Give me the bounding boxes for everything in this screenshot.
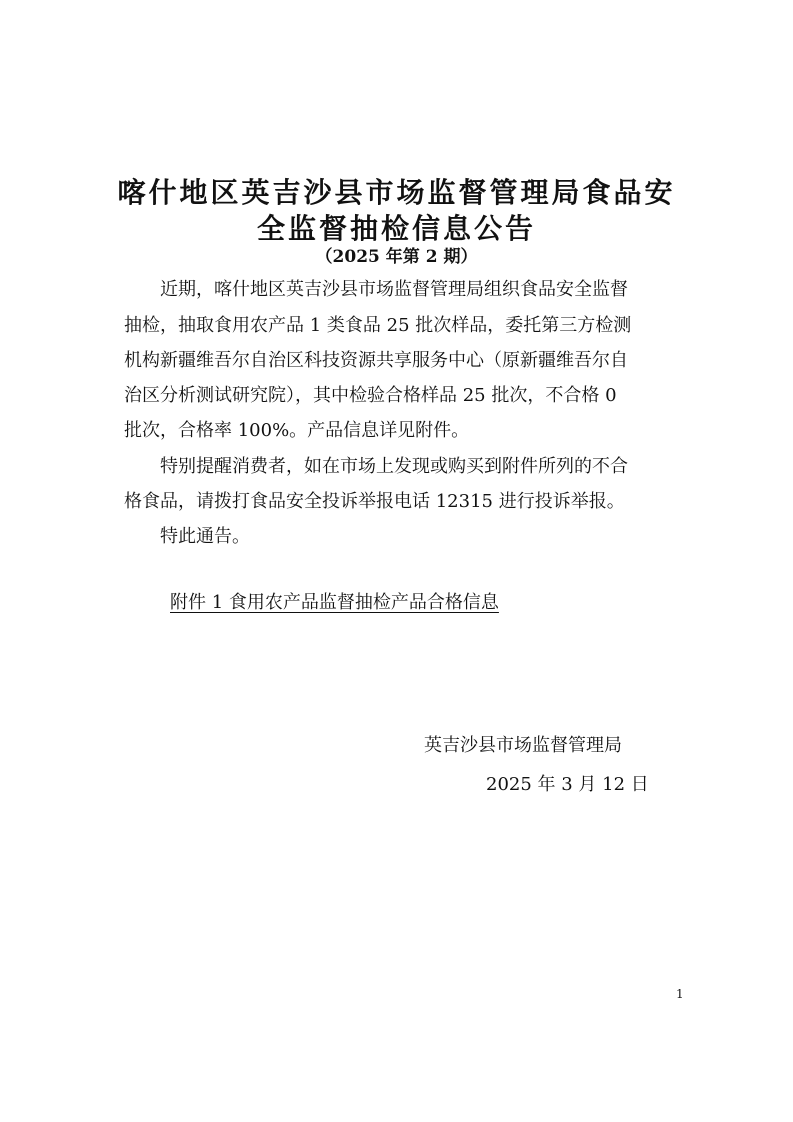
body-line: 特此通告。 [124, 526, 250, 547]
body-line: 抽检，抽取食用农产品 1 类食品 25 批次样品，委托第三方检测 [124, 315, 632, 336]
page-number: 1 [676, 987, 684, 1001]
issue-number: （2025 年第 2 期） [315, 247, 478, 267]
body-line: 特别提醒消费者，如在市场上发现或购买到附件所列的不合 [124, 456, 628, 477]
body-line: 治区分析测试研究院），其中检验合格样品 25 批次，不合格 0 [124, 385, 617, 406]
body-line: 机构新疆维吾尔自治区科技资源共享服务中心（原新疆维吾尔自 [124, 350, 628, 371]
body-line: 格食品，请拨打食品安全投诉举报电话 12315 进行投诉举报。 [124, 491, 625, 512]
attachment-link[interactable]: 附件 1 食用农产品监督抽检产品合格信息 [170, 592, 499, 613]
signature-date: 2025 年 3 月 12 日 [486, 774, 649, 795]
title-line-1: 喀什地区英吉沙县市场监督管理局食品安 [117, 176, 676, 209]
title-line-2: 全监督抽检信息公告 [256, 212, 536, 245]
body-line: 批次，合格率 100%。产品信息详见附件。 [124, 420, 470, 441]
body-line: 近期，喀什地区英吉沙县市场监督管理局组织食品安全监督 [124, 279, 628, 300]
signature-organization: 英吉沙县市场监督管理局 [424, 735, 622, 756]
